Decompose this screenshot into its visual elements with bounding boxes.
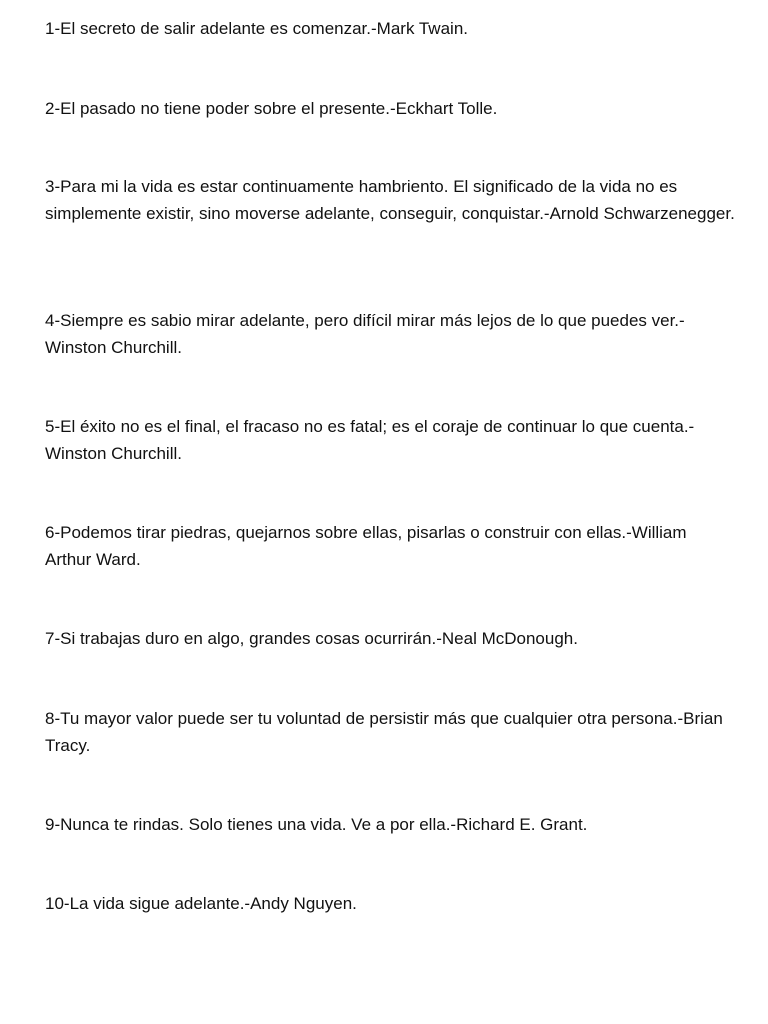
quote-item: 7-Si trabajas duro en algo, grandes cosas ocurrirán.-Neal McDonough. xyxy=(45,629,578,648)
quote-item: 2-El pasado no tiene poder sobre el presente.-Eckhart Tolle. xyxy=(45,99,498,118)
quote-item: 10-La vida sigue adelante.-Andy Nguyen. xyxy=(45,894,357,913)
quote-item: 4-Siempre es sabio mirar adelante, pero difícil mirar más lejos de lo que puedes ver.-Winston Churchill. xyxy=(45,311,685,357)
quote-item: 9-Nunca te rindas. Solo tienes una vida. Ve a por ella.-Richard E. Grant. xyxy=(45,815,588,834)
quote-item: 8-Tu mayor valor puede ser tu voluntad de persistir más que cualquier otra persona.-Brian Tracy. xyxy=(45,709,723,755)
quote-item: 1-El secreto de salir adelante es comenzar.-Mark Twain. xyxy=(45,19,468,38)
quote-item: 3-Para mi la vida es estar continuamente hambriento. El significado de la vida no es simplemente existir, sino moverse adelante, conseguir, conquistar.-Arnold Schwarzenegger. xyxy=(45,177,735,223)
quote-item: 5-El éxito no es el final, el fracaso no es fatal; es el coraje de continuar lo que cuenta.-Winston Churchill. xyxy=(45,417,695,463)
quote-item: 6-Podemos tirar piedras, quejarnos sobre ellas, pisarlas o construir con ellas.-William Arthur Ward. xyxy=(45,523,687,569)
